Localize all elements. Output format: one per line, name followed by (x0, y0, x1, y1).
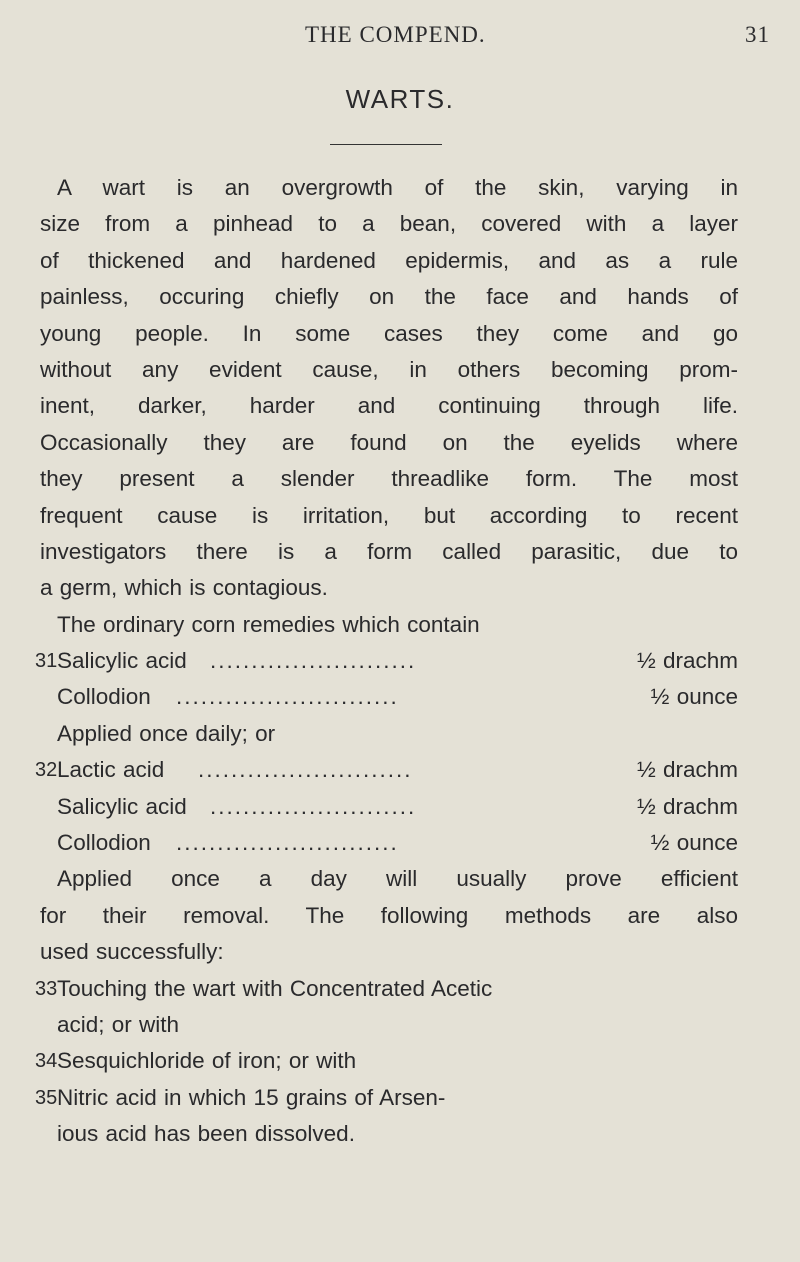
method-item (35, 971, 738, 1044)
direction-line: Applied once daily; or (57, 720, 276, 746)
leader-dots: ........................... (176, 684, 399, 710)
section-title: WARTS. (345, 84, 455, 114)
amount: ½ drachm (636, 648, 738, 674)
ingredient: Salicylic acid (57, 793, 187, 819)
paragraph-line: inent, darker, harder and continuing through life. (40, 393, 738, 419)
recipe-row (35, 752, 738, 788)
paragraph-line: young people. In some cases they come and go (40, 320, 738, 346)
recipe-number: 31 (35, 650, 58, 673)
running-head: THE COMPEND. (305, 22, 486, 47)
paragraph-line: painless, occuring chiefly on the face and hands of (40, 284, 738, 310)
paragraph-line: investigators there is a form called parasitic, due to (40, 538, 738, 564)
amount: ½ drachm (636, 757, 738, 783)
method-number: 33 (35, 977, 58, 1000)
paragraph-line: Applied once a day will usually prove efficient (57, 866, 738, 892)
paragraph-line: frequent cause is irritation, but according to recent (40, 502, 738, 528)
paragraph-line: they present a slender threadlike form. The most (40, 466, 738, 492)
title-rule (330, 144, 442, 145)
amount: ½ ounce (650, 684, 738, 710)
recipe-row (40, 825, 738, 861)
leader-dots: ........................... (176, 830, 399, 856)
method-text: acid; or with (57, 1011, 180, 1037)
method-text: ious acid has been dissolved. (57, 1121, 355, 1147)
paragraph-line: for their removal. The following methods are also (40, 902, 738, 928)
leader-dots: .......................... (198, 757, 413, 783)
method-number: 34 (35, 1050, 58, 1073)
paragraph-line: size from a pinhead to a bean, covered with a layer (40, 211, 738, 237)
ingredient: Salicylic acid (57, 648, 187, 674)
ingredient: Collodion (57, 830, 151, 856)
ingredient: Lactic acid (57, 757, 165, 783)
method-item (35, 1043, 738, 1079)
amount: ½ drachm (636, 793, 738, 819)
recipe-row (40, 679, 738, 715)
paragraph-line: of thickened and hardened epidermis, and as a rule (40, 247, 738, 273)
paragraph-line: A wart is an overgrowth of the skin, varying in (57, 175, 738, 200)
leader-dots: ......................... (210, 793, 417, 819)
method-item (35, 1080, 738, 1153)
body-text (35, 170, 738, 1153)
page-header (0, 22, 800, 52)
method-text: Touching the wart with Concentrated Acetic (57, 975, 493, 1001)
leader-dots: ......................... (210, 648, 417, 674)
paragraph-line: used successfully: (40, 939, 224, 965)
amount: ½ ounce (650, 830, 738, 856)
page-number: 31 (745, 22, 770, 47)
recipe-row (35, 643, 738, 679)
method-number: 35 (35, 1086, 58, 1109)
method-text: Nitric acid in which 15 grains of Arsen- (57, 1084, 446, 1110)
ingredient: Collodion (57, 684, 151, 710)
recipe-number: 32 (35, 759, 58, 782)
method-text: Sesquichloride of iron; or with (57, 1048, 357, 1074)
intro-line: The ordinary corn remedies which contain (57, 611, 480, 637)
paragraph-line: Occasionally they are found on the eyelids where (40, 429, 738, 455)
paragraph-line: a germ, which is contagious. (40, 575, 328, 601)
paragraph-line: without any evident cause, in others becoming prom- (40, 356, 738, 382)
recipe-row (40, 789, 738, 825)
